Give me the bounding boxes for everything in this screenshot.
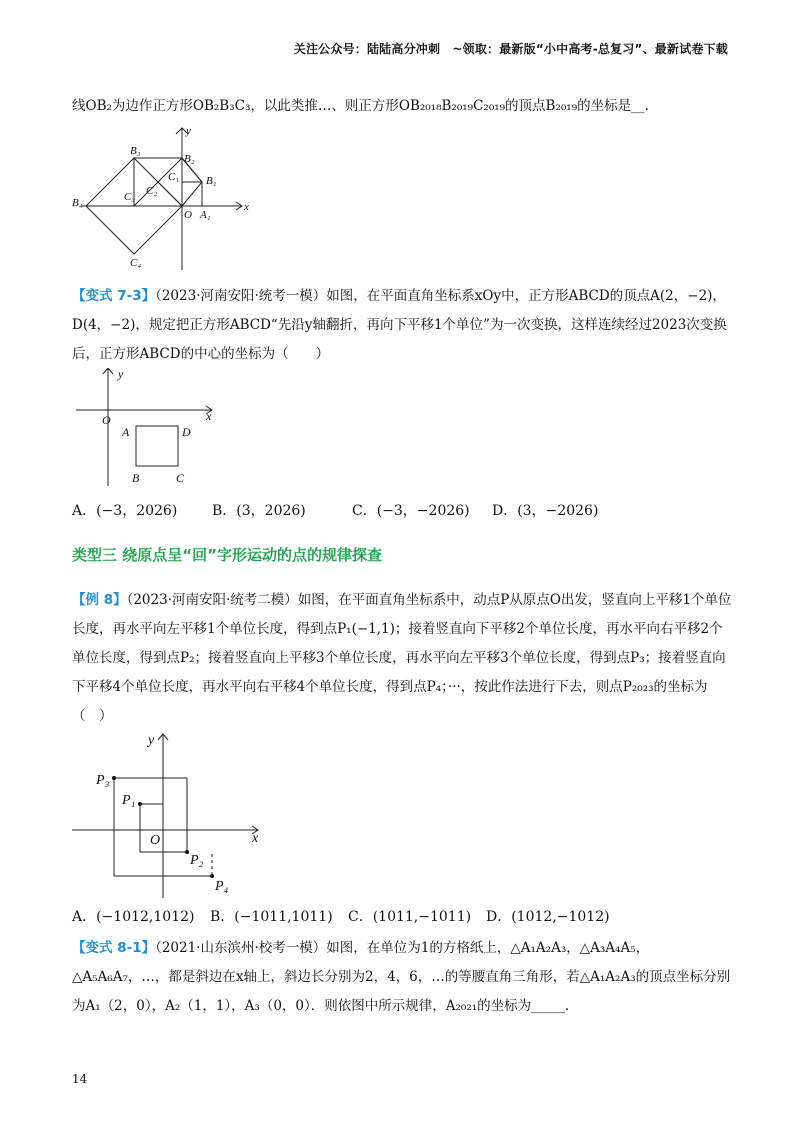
fig3-p2: P₂ — [190, 853, 204, 868]
fig2-c: C — [176, 471, 185, 485]
fig1-c4: C₄ — [130, 257, 142, 269]
page-header: 关注公众号：陆陆高分冲刺 ~领取：最新版“小中高考-总复习”、最新试卷下载 — [293, 42, 728, 56]
option-d[interactable]: D．(3，−2026) — [492, 503, 599, 519]
fig2-x-label: x — [206, 409, 212, 423]
fig1-a1: A₁ — [200, 209, 211, 221]
fig1-b2: B₂ — [184, 153, 195, 165]
fig3-p4: P₄ — [215, 879, 229, 894]
option-d[interactable]: D．(1012,−1012) — [486, 909, 610, 925]
fig1-b4: B₄ — [72, 197, 83, 209]
fig1-c1: C₁ — [168, 171, 180, 183]
fig1-y-label: y — [186, 125, 191, 137]
fig1-c2: C₂ — [146, 185, 158, 197]
fig1-o: O — [184, 209, 192, 221]
fig1-b1: B₁ — [206, 175, 217, 187]
variant-7-3 — [72, 282, 732, 369]
fig2-o: O — [102, 413, 111, 427]
variant-8-1 — [72, 934, 732, 1021]
variant-8-1-body: （2021·山东滨州·校考一模）如图，在单位为1的方格纸上，△A₁A₂A₃，△A₃A₄A₅，△A₅A₆A₇，…，都是斜边在x轴上，斜边长分别为2，4，6，…的等腰直角三角形，若△A₁A₂A₃的顶点坐标分别为A₁（2，0），A₂（1，1），A₃（0，0）．则依图中所示规律，A₂₀₂₁的坐标为_____. — [72, 940, 731, 1014]
fig3-o: O — [150, 833, 161, 848]
options-7-3 — [72, 500, 632, 520]
option-a[interactable]: A．(−3，2026) — [72, 503, 178, 519]
option-c[interactable]: C．(−3，−2026) — [352, 503, 470, 519]
figure-square-abcd — [72, 368, 232, 488]
variant-7-3-body: （2023·河南安阳·统考一模）如图，在平面直角坐标系xOy中，正方形ABCD的顶点A(2，−2)，D(4，−2)，规定把正方形ABCD“先沿y轴翻折，再向下平移1个单位”为一次变换，这样连续经过2023次变换后，正方形ABCD的中心的坐标为（ ） — [72, 288, 727, 362]
variant-7-3-tag: 【变式 7-3】 — [72, 288, 156, 304]
example-8-body: （2023·河南安阳·统考二模）如图，在平面直角坐标系中，动点P从原点O出发，竖直向上平移1个单位长度，再水平向左平移1个单位长度，得到点P₁(−1,1)；接着竖直向下平移2个单位长度，再水平向右平移2个单位长度，得到点P₂；接着竖直向上平移3个单位长度，再水平向左平移3个单位长度，得到点P₃；接着竖直向下平移4个单位长度，再水平向右平移4个单位长度，得到点P₄；···，按此作法进行下去，则点P₂₀₂₃的坐标为（ ） — [72, 592, 732, 724]
example-8 — [72, 586, 732, 731]
fig3-x-label: x — [252, 831, 259, 846]
option-a[interactable]: A．(−1012,1012) — [72, 909, 195, 925]
fig1-c3: C₃ — [124, 191, 136, 203]
variant-8-1-tag: 【变式 8-1】 — [72, 940, 156, 956]
fig2-b: B — [132, 471, 140, 485]
example-8-tag: 【例 8】 — [72, 592, 127, 608]
problem-continuation: 线OB₂为边作正方形OB₂B₃C₃，以此类推…、则正方形OB₂₀₁₈B₂₀₁₉C₂₀₁₉的顶点B₂₀₁₉的坐标是__. — [72, 98, 649, 114]
fig3-y-label: y — [148, 733, 155, 748]
fig3-p3: P₃ — [96, 773, 110, 788]
fig1-x-label: x — [244, 201, 249, 213]
figure-squares — [72, 120, 272, 275]
fig2-d: D — [182, 425, 191, 439]
figure-spiral — [72, 730, 272, 900]
options-8 — [72, 906, 624, 926]
section-title: 类型三 绕原点呈“回”字形运动的点的规律探查 — [72, 546, 382, 564]
fig3-p1: P₁ — [122, 793, 136, 808]
option-b[interactable]: B．(3，2026) — [212, 503, 306, 519]
fig2-y-label: y — [118, 368, 124, 381]
fig1-b3: B₃ — [130, 145, 141, 157]
page-number: 14 — [72, 1072, 88, 1086]
fig2-a: A — [122, 425, 130, 439]
option-b[interactable]: B．(−1011,1011) — [210, 909, 333, 925]
option-c[interactable]: C．(1011,−1011) — [348, 909, 472, 925]
